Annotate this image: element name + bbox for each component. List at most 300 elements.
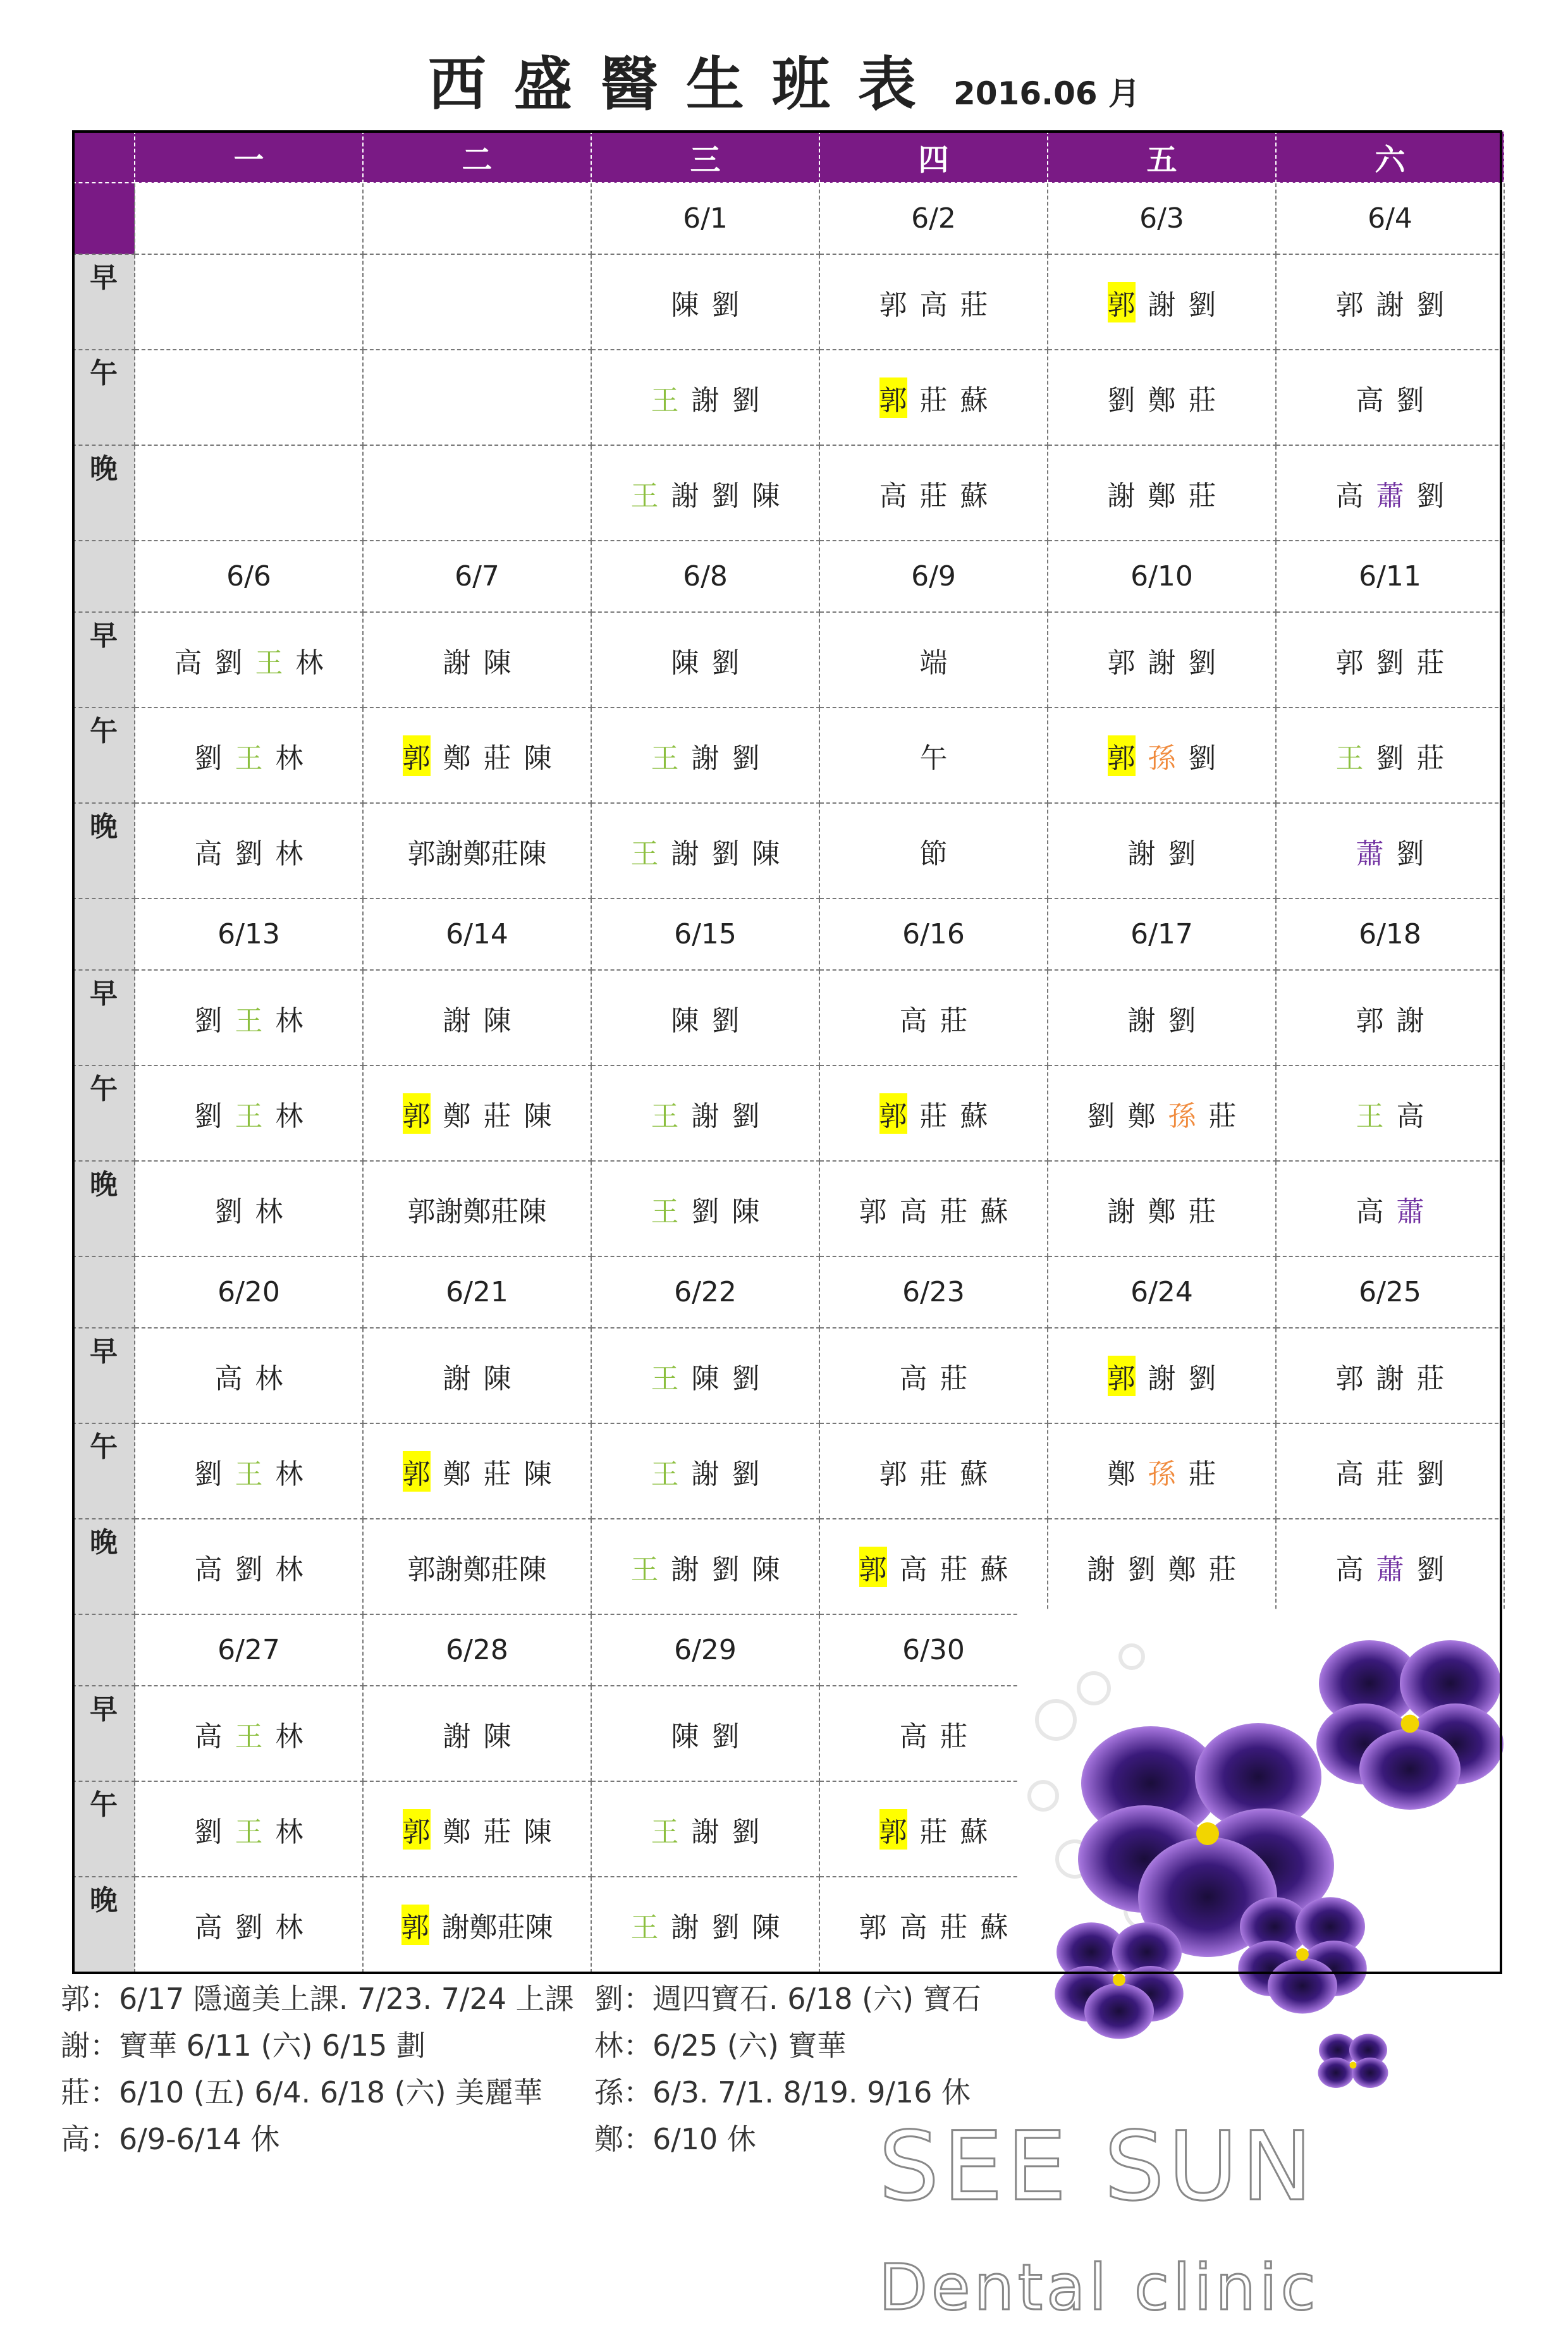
doctor-name: 高 xyxy=(214,1362,243,1395)
doctor-name: 高 xyxy=(194,1720,223,1753)
doctor-name: 郭謝鄭莊陳 xyxy=(407,837,547,870)
doctor-name: 謝 xyxy=(1376,288,1404,321)
date-row xyxy=(73,541,1504,612)
doctor-name: 陳 xyxy=(752,1553,780,1586)
shift-cell xyxy=(591,254,819,350)
doctor-name: 蕭 xyxy=(1396,1195,1424,1228)
shift-cell xyxy=(819,1519,1048,1614)
doctor-name: 蕭 xyxy=(1376,479,1404,512)
shift-cell xyxy=(1276,612,1504,708)
shift-cell xyxy=(591,612,819,708)
doctor-name: 謝 xyxy=(1396,1004,1424,1037)
doctor-name: 王 xyxy=(630,479,659,512)
date-cell: 6/22 xyxy=(591,1256,819,1328)
shift-cell xyxy=(1276,254,1504,350)
doctor-name: 郭 xyxy=(1107,646,1136,679)
doctor-name: 謝 xyxy=(443,646,471,679)
doctor-name: 謝 xyxy=(443,1362,471,1395)
date-row-label xyxy=(73,1614,135,1686)
doctor-name: 劉 xyxy=(1396,837,1424,870)
doctor-name: 劉 xyxy=(732,384,760,417)
doctor-name: 陳 xyxy=(524,1458,552,1490)
brand-name: SEE SUN xyxy=(879,2112,1316,2222)
date-cell: 6/14 xyxy=(363,899,591,970)
shift-row xyxy=(73,803,1504,899)
doctor-name: 莊 xyxy=(483,1815,511,1848)
doctor-name: 王 xyxy=(651,1362,679,1395)
shift-cell xyxy=(1276,708,1504,803)
shift-row xyxy=(73,708,1504,803)
doctor-name: 莊 xyxy=(919,1815,948,1848)
date-cell: 6/13 xyxy=(135,899,363,970)
doctor-name: 莊 xyxy=(1376,1458,1404,1490)
doctor-name: 謝 xyxy=(691,1100,720,1132)
shift-cell xyxy=(135,350,363,445)
date-row-label xyxy=(73,541,135,612)
doctor-name: 郭 xyxy=(859,1547,887,1587)
shift-cell xyxy=(363,1423,591,1519)
doctor-name: 劉 xyxy=(194,1100,223,1132)
shift-row xyxy=(73,254,1504,350)
doctor-name: 謝 xyxy=(671,479,699,512)
doctor-name: 莊 xyxy=(483,1100,511,1132)
doctor-name: 陳 xyxy=(671,646,699,679)
doctor-name: 王 xyxy=(255,646,283,679)
doctor-name: 謝鄭莊陳 xyxy=(441,1911,553,1944)
doctor-name: 劉 xyxy=(1188,1362,1216,1395)
doctor-name: 郭 xyxy=(879,1809,907,1850)
shift-cell xyxy=(1276,1328,1504,1423)
date-cell: 6/3 xyxy=(1048,183,1276,254)
shift-row xyxy=(73,1423,1504,1519)
shift-cell xyxy=(363,803,591,899)
doctor-name: 蘇 xyxy=(980,1195,1008,1228)
doctor-name: 劉 xyxy=(711,288,740,321)
shift-label: 午 xyxy=(73,1065,135,1161)
doctor-name: 高 xyxy=(194,1911,223,1944)
doctor-name: 陳 xyxy=(752,1911,780,1944)
doctor-name: 謝 xyxy=(443,1720,471,1753)
doctor-name: 謝 xyxy=(1148,288,1176,321)
shift-row xyxy=(73,1519,1504,1614)
doctor-name: 王 xyxy=(235,742,263,775)
doctor-name: 王 xyxy=(651,1195,679,1228)
doctor-name: 鄭 xyxy=(443,1100,471,1132)
doctor-name: 劉 xyxy=(194,1458,223,1490)
doctor-name: 謝 xyxy=(691,742,720,775)
shift-cell xyxy=(1048,1328,1276,1423)
date-cell: 6/30 xyxy=(819,1614,1048,1686)
shift-cell xyxy=(1276,1161,1504,1256)
doctor-name: 鄭 xyxy=(443,1458,471,1490)
shift-cell xyxy=(363,1686,591,1781)
shift-cell xyxy=(135,612,363,708)
doctor-name: 郭 xyxy=(879,288,907,321)
shift-cell xyxy=(363,445,591,541)
doctor-name: 王 xyxy=(651,384,679,417)
doctor-name: 王 xyxy=(651,1458,679,1490)
doctor-name: 劉 xyxy=(1376,646,1404,679)
doctor-name: 劉 xyxy=(711,646,740,679)
doctor-name: 劉 xyxy=(1087,1100,1115,1132)
doctor-name: 莊 xyxy=(1188,479,1216,512)
doctor-name: 莊 xyxy=(483,742,511,775)
weekday-header: 二 xyxy=(363,131,591,183)
doctor-name: 高 xyxy=(1335,479,1364,512)
doctor-name: 陳 xyxy=(752,479,780,512)
shift-cell xyxy=(135,1161,363,1256)
shift-cell xyxy=(1048,1423,1276,1519)
shift-cell xyxy=(1048,708,1276,803)
note-line: 劉：週四寶石. 6/18 (六) 寶石 xyxy=(594,1982,981,2016)
shift-cell xyxy=(1276,350,1504,445)
flower-upper-right xyxy=(1316,1640,1504,1810)
shift-cell xyxy=(1048,254,1276,350)
shift-cell xyxy=(1048,612,1276,708)
doctor-name: 劉 xyxy=(691,1195,720,1228)
date-cell: 6/16 xyxy=(819,899,1048,970)
date-cell: 6/29 xyxy=(591,1614,819,1686)
shift-cell xyxy=(135,1423,363,1519)
doctor-name: 劉 xyxy=(1168,837,1196,870)
shift-cell xyxy=(819,350,1048,445)
doctor-name: 蘇 xyxy=(960,384,988,417)
shift-cell xyxy=(135,1065,363,1161)
doctor-name: 謝 xyxy=(1376,1362,1404,1395)
date-row-label xyxy=(73,183,135,254)
shift-row xyxy=(73,612,1504,708)
shift-cell xyxy=(1276,803,1504,899)
doctor-name: 郭 xyxy=(1335,646,1364,679)
shift-cell xyxy=(819,1781,1048,1877)
doctor-name: 劉 xyxy=(711,479,740,512)
shift-label: 午 xyxy=(73,1423,135,1519)
brand-suffix: Dental clinic xyxy=(879,2250,1320,2324)
shift-cell xyxy=(819,1328,1048,1423)
weekday-header: 一 xyxy=(135,131,363,183)
doctor-name: 王 xyxy=(1356,1100,1384,1132)
doctor-name: 鄭 xyxy=(1127,1100,1156,1132)
doctor-name: 鄭 xyxy=(1148,384,1176,417)
shift-cell xyxy=(363,1781,591,1877)
doctor-name: 陳 xyxy=(671,1720,699,1753)
shift-cell xyxy=(363,612,591,708)
doctor-name: 陳 xyxy=(524,1815,552,1848)
doctor-name: 郭 xyxy=(1356,1004,1384,1037)
doctor-name: 孫 xyxy=(1168,1100,1196,1132)
date-cell: 6/21 xyxy=(363,1256,591,1328)
doctor-name: 劉 xyxy=(732,1362,760,1395)
shift-cell xyxy=(1276,1519,1504,1614)
title-main: 西盛醫生班表 xyxy=(427,51,944,118)
shift-cell xyxy=(591,1519,819,1614)
shift-cell xyxy=(135,803,363,899)
date-cell: 6/27 xyxy=(135,1614,363,1686)
doctor-name: 林 xyxy=(275,1458,303,1490)
doctor-name: 劉 xyxy=(1416,1553,1445,1586)
doctor-name: 郭 xyxy=(1108,735,1136,776)
doctor-name: 蘇 xyxy=(960,1458,988,1490)
doctor-name: 陳 xyxy=(524,742,552,775)
shift-cell xyxy=(135,970,363,1065)
doctor-name: 王 xyxy=(235,1720,263,1753)
shift-label: 晚 xyxy=(73,1519,135,1614)
shift-cell xyxy=(1048,445,1276,541)
shift-cell xyxy=(363,350,591,445)
doctor-name: 謝 xyxy=(671,837,699,870)
doctor-name: 劉 xyxy=(711,1911,740,1944)
doctor-name: 劉 xyxy=(1376,742,1404,775)
shift-row xyxy=(73,1065,1504,1161)
doctor-name: 劉 xyxy=(732,742,760,775)
doctor-name: 謝 xyxy=(1148,1362,1176,1395)
doctor-name: 林 xyxy=(275,1815,303,1848)
doctor-name: 陳 xyxy=(671,288,699,321)
doctor-name: 劉 xyxy=(1107,384,1136,417)
doctor-name: 莊 xyxy=(1416,646,1445,679)
page-title xyxy=(0,38,1568,121)
doctor-name: 陳 xyxy=(483,646,511,679)
date-row xyxy=(73,899,1504,970)
shift-label: 早 xyxy=(73,970,135,1065)
shift-cell xyxy=(591,1686,819,1781)
doctor-name: 林 xyxy=(275,1553,303,1586)
date-cell: 6/28 xyxy=(363,1614,591,1686)
doctor-name: 陳 xyxy=(732,1195,760,1228)
doctor-name: 高 xyxy=(919,288,948,321)
doctor-name: 王 xyxy=(235,1100,263,1132)
doctor-name: 莊 xyxy=(940,1911,968,1944)
doctor-name: 郭 xyxy=(1108,282,1136,322)
shift-label: 午 xyxy=(73,1781,135,1877)
shift-cell xyxy=(819,612,1048,708)
doctor-name: 劉 xyxy=(732,1100,760,1132)
shift-cell xyxy=(1276,1423,1504,1519)
doctor-name: 莊 xyxy=(919,384,948,417)
doctor-name: 蘇 xyxy=(980,1911,1008,1944)
doctor-name: 謝 xyxy=(671,1911,699,1944)
shift-cell xyxy=(591,1161,819,1256)
doctor-name: 莊 xyxy=(1188,384,1216,417)
doctor-name: 劉 xyxy=(1416,479,1445,512)
date-cell: 6/24 xyxy=(1048,1256,1276,1328)
doctor-name: 劉 xyxy=(1188,288,1216,321)
doctor-name: 莊 xyxy=(1188,1195,1216,1228)
shift-cell xyxy=(819,803,1048,899)
doctor-name: 郭 xyxy=(859,1911,887,1944)
doctor-name: 端 xyxy=(919,646,948,679)
doctor-name: 劉 xyxy=(1127,1553,1156,1586)
doctor-name: 劉 xyxy=(194,742,223,775)
doctor-name: 郭 xyxy=(403,1093,431,1134)
doctor-name: 高 xyxy=(174,646,202,679)
doctor-name: 午 xyxy=(919,742,948,775)
doctor-name: 林 xyxy=(275,1911,303,1944)
shift-cell xyxy=(363,1877,591,1972)
doctor-name: 謝 xyxy=(691,1815,720,1848)
note-line: 高：6/9-6/14 休 xyxy=(61,2122,280,2156)
doctor-name: 高 xyxy=(899,1553,928,1586)
shift-label: 午 xyxy=(73,350,135,445)
doctor-name: 謝 xyxy=(691,384,720,417)
weekday-header: 六 xyxy=(1276,131,1504,183)
shift-cell xyxy=(1276,970,1504,1065)
doctor-name: 劉 xyxy=(235,837,263,870)
shift-cell xyxy=(363,1065,591,1161)
shift-cell xyxy=(819,1065,1048,1161)
date-cell: 6/25 xyxy=(1276,1256,1504,1328)
doctor-name: 王 xyxy=(651,1100,679,1132)
flower-small xyxy=(1318,2034,1388,2089)
shift-cell xyxy=(819,1423,1048,1519)
shift-cell xyxy=(135,1877,363,1972)
doctor-name: 王 xyxy=(235,1815,263,1848)
date-cell xyxy=(135,183,363,254)
doctor-name: 莊 xyxy=(919,1100,948,1132)
shift-cell xyxy=(135,1686,363,1781)
doctor-name: 高 xyxy=(194,1553,223,1586)
shift-cell xyxy=(591,350,819,445)
doctor-name: 蘇 xyxy=(960,479,988,512)
doctor-name: 林 xyxy=(295,646,324,679)
doctor-name: 高 xyxy=(1396,1100,1424,1132)
doctor-name: 郭 xyxy=(1108,1356,1136,1396)
doctor-name: 蘇 xyxy=(960,1100,988,1132)
shift-cell xyxy=(591,708,819,803)
shift-cell xyxy=(1048,970,1276,1065)
doctor-name: 陳 xyxy=(483,1362,511,1395)
doctor-name: 劉 xyxy=(194,1815,223,1848)
doctor-name: 莊 xyxy=(919,1458,948,1490)
shift-row xyxy=(73,350,1504,445)
doctor-name: 鄭 xyxy=(1168,1553,1196,1586)
shift-cell xyxy=(1048,1519,1276,1614)
weekday-header: 五 xyxy=(1048,131,1276,183)
date-cell: 6/23 xyxy=(819,1256,1048,1328)
doctor-name: 王 xyxy=(630,1911,659,1944)
date-cell: 6/17 xyxy=(1048,899,1276,970)
shift-cell xyxy=(819,1877,1048,1972)
doctor-name: 王 xyxy=(651,1815,679,1848)
doctor-name: 陳 xyxy=(524,1100,552,1132)
date-cell: 6/11 xyxy=(1276,541,1504,612)
doctor-name: 郭謝鄭莊陳 xyxy=(407,1195,547,1228)
doctor-name: 莊 xyxy=(483,1458,511,1490)
doctor-name: 莊 xyxy=(940,1553,968,1586)
weekday-header-row xyxy=(73,131,1504,183)
doctor-name: 王 xyxy=(630,837,659,870)
shift-cell xyxy=(135,1781,363,1877)
doctor-name: 林 xyxy=(275,742,303,775)
doctor-name: 謝 xyxy=(1127,837,1156,870)
date-row xyxy=(73,183,1504,254)
doctor-name: 高 xyxy=(1356,1195,1384,1228)
doctor-name: 謝 xyxy=(443,1004,471,1037)
doctor-name: 林 xyxy=(275,1100,303,1132)
header-corner xyxy=(73,131,135,183)
doctor-name: 劉 xyxy=(214,1195,243,1228)
doctor-name: 郭 xyxy=(403,1451,431,1492)
doctor-name: 高 xyxy=(1356,384,1384,417)
doctor-name: 鄭 xyxy=(1148,1195,1176,1228)
shift-cell xyxy=(819,1686,1048,1781)
shift-cell xyxy=(363,970,591,1065)
doctor-name: 孫 xyxy=(1148,742,1176,775)
doctor-name: 高 xyxy=(194,837,223,870)
date-cell: 6/10 xyxy=(1048,541,1276,612)
doctor-name: 陳 xyxy=(483,1720,511,1753)
doctor-name: 謝 xyxy=(1148,646,1176,679)
shift-cell xyxy=(819,254,1048,350)
date-cell: 6/20 xyxy=(135,1256,363,1328)
doctor-name: 陳 xyxy=(671,1004,699,1037)
shift-cell xyxy=(819,970,1048,1065)
doctor-name: 莊 xyxy=(1188,1458,1216,1490)
shift-cell xyxy=(135,1519,363,1614)
doctor-name: 林 xyxy=(255,1362,283,1395)
doctor-name: 節 xyxy=(919,837,948,870)
doctor-name: 王 xyxy=(235,1458,263,1490)
doctor-name: 莊 xyxy=(940,1004,968,1037)
shift-cell xyxy=(135,1328,363,1423)
doctor-name: 孫 xyxy=(1148,1458,1176,1490)
doctor-name: 高 xyxy=(899,1004,928,1037)
doctor-name: 高 xyxy=(899,1195,928,1228)
shift-cell xyxy=(591,970,819,1065)
doctor-name: 劉 xyxy=(711,1004,740,1037)
doctor-name: 高 xyxy=(1335,1458,1364,1490)
note-line: 鄭：6/10 休 xyxy=(594,2122,756,2156)
date-cell: 6/15 xyxy=(591,899,819,970)
doctor-name: 林 xyxy=(275,1004,303,1037)
shift-label: 早 xyxy=(73,612,135,708)
shift-cell xyxy=(135,445,363,541)
doctor-name: 陳 xyxy=(691,1362,720,1395)
doctor-name: 劉 xyxy=(732,1815,760,1848)
doctor-name: 謝 xyxy=(691,1458,720,1490)
shift-label: 晚 xyxy=(73,1161,135,1256)
date-cell: 6/9 xyxy=(819,541,1048,612)
shift-cell xyxy=(1048,1065,1276,1161)
shift-cell xyxy=(1276,445,1504,541)
date-cell xyxy=(363,183,591,254)
date-cell: 6/2 xyxy=(819,183,1048,254)
note-line: 孫：6/3. 7/1. 8/19. 9/16 休 xyxy=(594,2075,971,2109)
doctor-name: 劉 xyxy=(1188,646,1216,679)
doctor-name: 林 xyxy=(275,1720,303,1753)
shift-cell xyxy=(1276,1065,1504,1161)
doctor-name: 劉 xyxy=(1188,742,1216,775)
doctor-name: 王 xyxy=(630,1553,659,1586)
shift-cell xyxy=(591,1328,819,1423)
doctor-name: 謝 xyxy=(671,1553,699,1586)
doctor-name: 謝 xyxy=(1107,479,1136,512)
shift-label: 早 xyxy=(73,254,135,350)
shift-cell xyxy=(591,445,819,541)
doctor-name: 劉 xyxy=(711,837,740,870)
shift-label: 晚 xyxy=(73,803,135,899)
shift-cell xyxy=(819,1161,1048,1256)
doctor-name: 林 xyxy=(275,837,303,870)
note-line: 莊：6/10 (五) 6/4. 6/18 (六) 美麗華 xyxy=(61,2075,543,2109)
notes-left xyxy=(61,1975,604,2163)
doctor-name: 高 xyxy=(899,1720,928,1753)
shift-cell xyxy=(1048,1161,1276,1256)
doctor-name: 劉 xyxy=(1416,288,1445,321)
doctor-name: 郭 xyxy=(879,377,907,418)
doctor-name: 謝 xyxy=(1107,1195,1136,1228)
date-cell: 6/8 xyxy=(591,541,819,612)
